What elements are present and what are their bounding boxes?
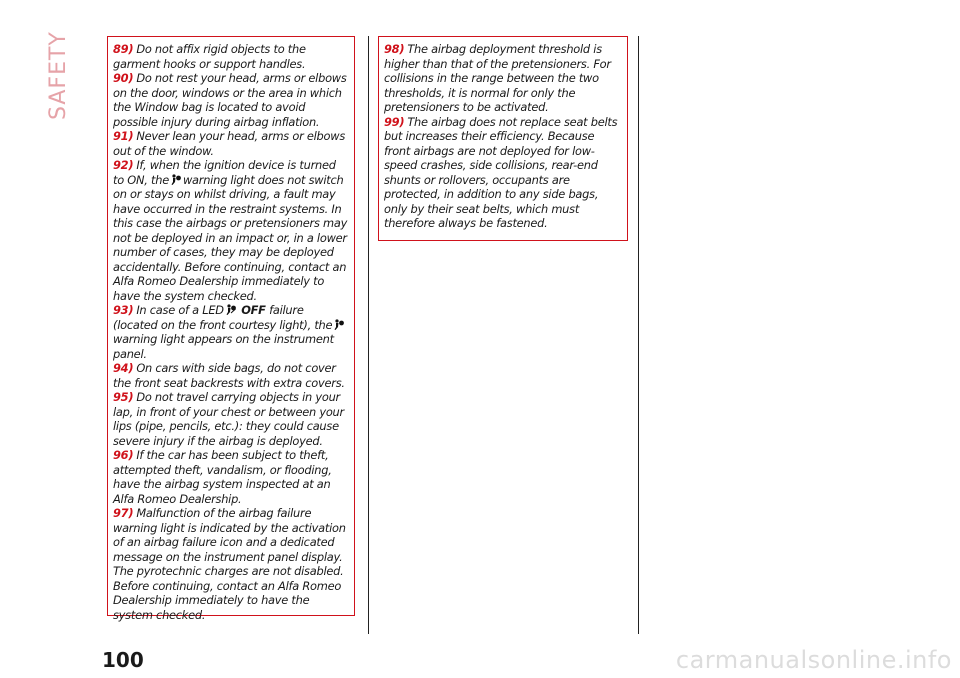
note-text: If the car has been subject to theft, attempted theft, vandalism, or flooding, have the airbag system inspected at an Alfa Romeo Dealership.	[113, 448, 332, 506]
note-text: In case of a LED	[136, 303, 224, 317]
note-number: 98)	[384, 42, 405, 56]
note-93	[113, 303, 350, 361]
note-number: 89)	[113, 42, 134, 56]
page-number: 100	[102, 648, 144, 672]
off-label: OFF	[241, 303, 266, 317]
column-divider-left	[368, 36, 369, 634]
note-91	[113, 129, 350, 158]
note-text: Do not travel carrying objects in your lap, in front of your chest or between your lips (pipe, pencils, etc.): they could cause severe injury if the airbag is deployed.	[113, 390, 344, 448]
note-text: If, when the ignition device is turned to ON, the	[113, 158, 336, 187]
note-96	[113, 448, 350, 506]
note-number: 99)	[384, 114, 405, 129]
note-text: Never lean your head, arms or elbows out of the window.	[113, 129, 346, 158]
right-warning-box	[378, 36, 628, 241]
note-number: 97)	[113, 506, 134, 520]
note-97	[113, 506, 350, 622]
note-text: The airbag does not replace seat belts but increases their efficiency. Because front airbags are not deployed for low-speed crashes, side collisions, rear-end shunts or rollovers, occupants are protected, in addition to any side bags, only by their seat belts, which must therefore always be fastened.	[384, 114, 618, 230]
note-text: On cars with side bags, do not cover the front seat backrests with extra covers.	[113, 361, 345, 390]
section-title: SAFETY	[46, 31, 71, 120]
column-divider-right	[638, 36, 639, 634]
watermark: carmanualsonline.info	[675, 646, 952, 674]
note-text: Do not rest your head, arms or elbows on the door, windows or the area in which the Window bag is located to avoid possible injury during airbag inflation.	[113, 71, 347, 129]
note-text: Malfunction of the airbag failure warning light is indicated by the activation of an airbag failure icon and a dedicated message on the instrument panel display. The pyrotechnic charges are not disabled. Before continuing, contact an Alfa Romeo Dealership immediately to have the system checked.	[113, 506, 346, 622]
note-95	[113, 390, 350, 448]
note-text: failure (located on the front courtesy light), the	[113, 303, 333, 332]
note-number: 96)	[113, 448, 134, 462]
note-number: 93)	[113, 303, 134, 317]
note-number: 90)	[113, 71, 134, 85]
note-number: 91)	[113, 129, 134, 143]
note-94	[113, 361, 350, 390]
airbag-warning-icon	[171, 174, 181, 186]
left-warning-box	[107, 36, 355, 622]
note-99	[384, 115, 623, 231]
note-90	[113, 71, 350, 129]
note-text: warning light appears on the instrument panel.	[113, 332, 334, 361]
note-92	[113, 158, 350, 303]
note-98	[384, 42, 623, 115]
note-number: 95)	[113, 390, 134, 404]
note-text: The airbag deployment threshold is higher than that of the pretensioners. For collisions in the range between the two thresholds, it is normal for only the pretensioners to be activated.	[384, 42, 611, 114]
note-text: warning light does not switch on or stays on whilst driving, a fault may have occurred in the restraint systems. In this case the airbags or pretensioners may not be deployed in an impact or, in a lower number of cases, they may be deployed accidentally. Before continuing, contact an Alfa Romeo Dealership immediately to have the system checked.	[113, 172, 348, 303]
note-number: 94)	[113, 361, 134, 375]
note-text: Do not affix rigid objects to the garment hooks or support handles.	[113, 42, 306, 71]
airbag-warning-icon	[334, 319, 344, 331]
airbag-off-icon	[226, 304, 236, 316]
note-89	[113, 42, 350, 71]
note-number: 92)	[113, 158, 134, 172]
